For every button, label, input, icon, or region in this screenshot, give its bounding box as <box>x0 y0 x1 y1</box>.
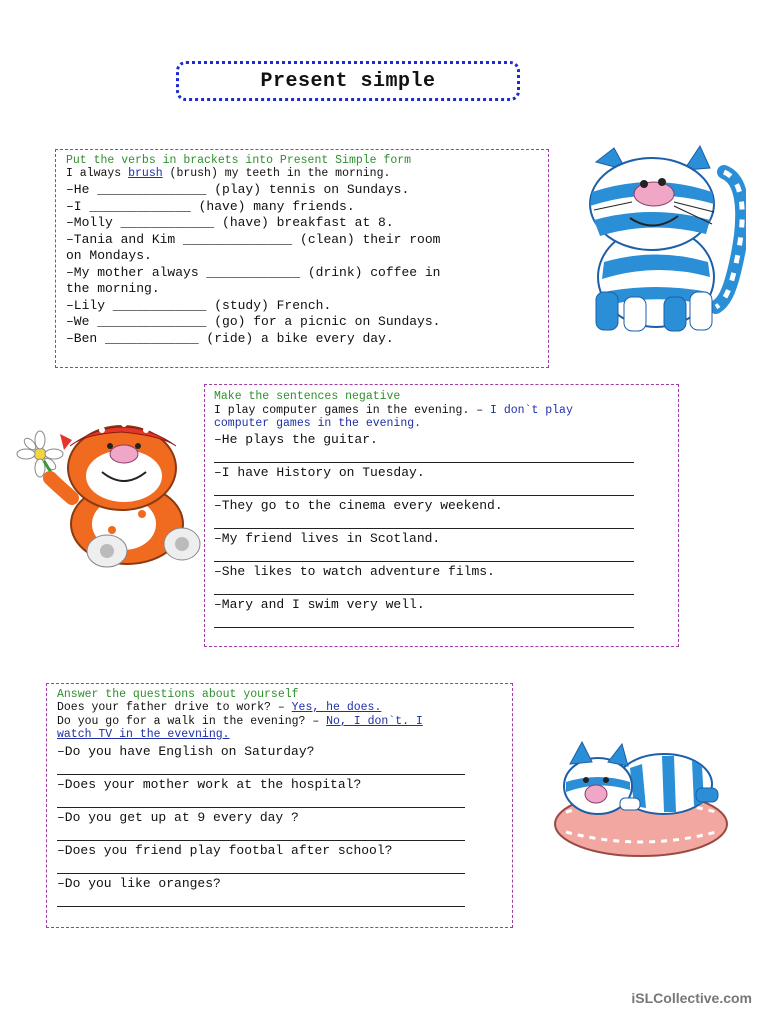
orange-cat-illustration <box>12 406 206 578</box>
exercise-1-example: I always brush (brush) my teeth in the morning. <box>66 167 391 180</box>
exercise-2-instruction: Make the sentences negative <box>214 390 401 403</box>
exercise-2-sentence: –My friend lives in Scotland. <box>214 531 441 546</box>
exercise-2-sentence: –He plays the guitar. <box>214 432 378 447</box>
exercise-3-question: –Does your mother work at the hospital? <box>57 777 362 792</box>
lying-cat-illustration <box>546 732 736 862</box>
exercise-3-example-1: Does your father drive to work? – Yes, he does. <box>57 701 382 714</box>
site-watermark: iSLCollective.com <box>631 990 752 1006</box>
exercise-2-box <box>204 384 679 647</box>
exercise-1-item: –He ______________ (play) tennis on Sundays. <box>66 182 410 197</box>
answer-line[interactable] <box>57 906 465 907</box>
exercise-2-sentence: –They go to the cinema every weekend. <box>214 498 503 513</box>
exercise-2-sentence: –I have History on Tuesday. <box>214 465 425 480</box>
answer-line[interactable] <box>214 561 634 562</box>
exercise-1-item: –Lily ____________ (study) French. <box>66 297 332 313</box>
exercise-1-item: –I _____________ (have) many friends. <box>66 198 355 214</box>
answer-line[interactable] <box>57 807 465 808</box>
answer-line[interactable] <box>214 528 634 529</box>
example-answer-continued: computer games in the evening. <box>214 417 422 430</box>
example-answer-continued: watch TV in the evevning. <box>57 728 230 741</box>
answer-line[interactable] <box>57 774 465 775</box>
answer-line[interactable] <box>57 873 465 874</box>
page-title: Present simple <box>260 69 436 93</box>
exercise-1-instruction: Put the verbs in brackets into Present Simple form <box>66 154 412 167</box>
answer-line[interactable] <box>57 840 465 841</box>
example-answer: Yes, he does. <box>291 701 382 714</box>
exercise-1-item: the morning. <box>66 281 160 296</box>
answer-line[interactable] <box>214 462 634 463</box>
blue-cat-illustration <box>574 142 746 334</box>
exercise-1-item: on Mondays. <box>66 248 152 263</box>
exercise-1-item: –My mother always ____________ (drink) coffee in <box>66 264 441 280</box>
exercise-1-box <box>55 149 549 368</box>
exercise-3-question: –Does you friend play footbal after school? <box>57 843 393 858</box>
exercise-1-item: –Tania and Kim ______________ (clean) their room <box>66 231 441 247</box>
exercise-3-question: –Do you have English on Saturday? <box>57 744 315 759</box>
exercise-1-item: –Molly ____________ (have) breakfast at 8. <box>66 215 394 230</box>
answer-line[interactable] <box>214 627 634 628</box>
answer-line[interactable] <box>214 594 634 595</box>
example-answer: No, I don`t. I <box>326 715 423 728</box>
answer-line[interactable] <box>214 495 634 496</box>
example-answer: I don`t play <box>490 404 573 417</box>
exercise-3-box <box>46 683 513 928</box>
exercise-2-sentence: –Mary and I swim very well. <box>214 597 425 612</box>
exercise-2-example: I play computer games in the evening. – I don`t play <box>214 404 573 417</box>
exercise-3-question: –Do you get up at 9 every day ? <box>57 810 299 825</box>
title-box <box>176 61 520 101</box>
exercise-1-item: –We ______________ (go) for a picnic on Sundays. <box>66 314 441 329</box>
exercise-1-item: –Ben ____________ (ride) a bike every day. <box>66 330 394 346</box>
example-answer: brush <box>128 167 163 180</box>
exercise-3-instruction: Answer the questions about yourself <box>57 688 299 701</box>
exercise-2-sentence: –She likes to watch adventure films. <box>214 564 495 579</box>
exercise-3-question: –Do you like oranges? <box>57 876 221 891</box>
exercise-3-example-2: Do you go for a walk in the evening? – No, I don`t. I <box>57 715 423 728</box>
